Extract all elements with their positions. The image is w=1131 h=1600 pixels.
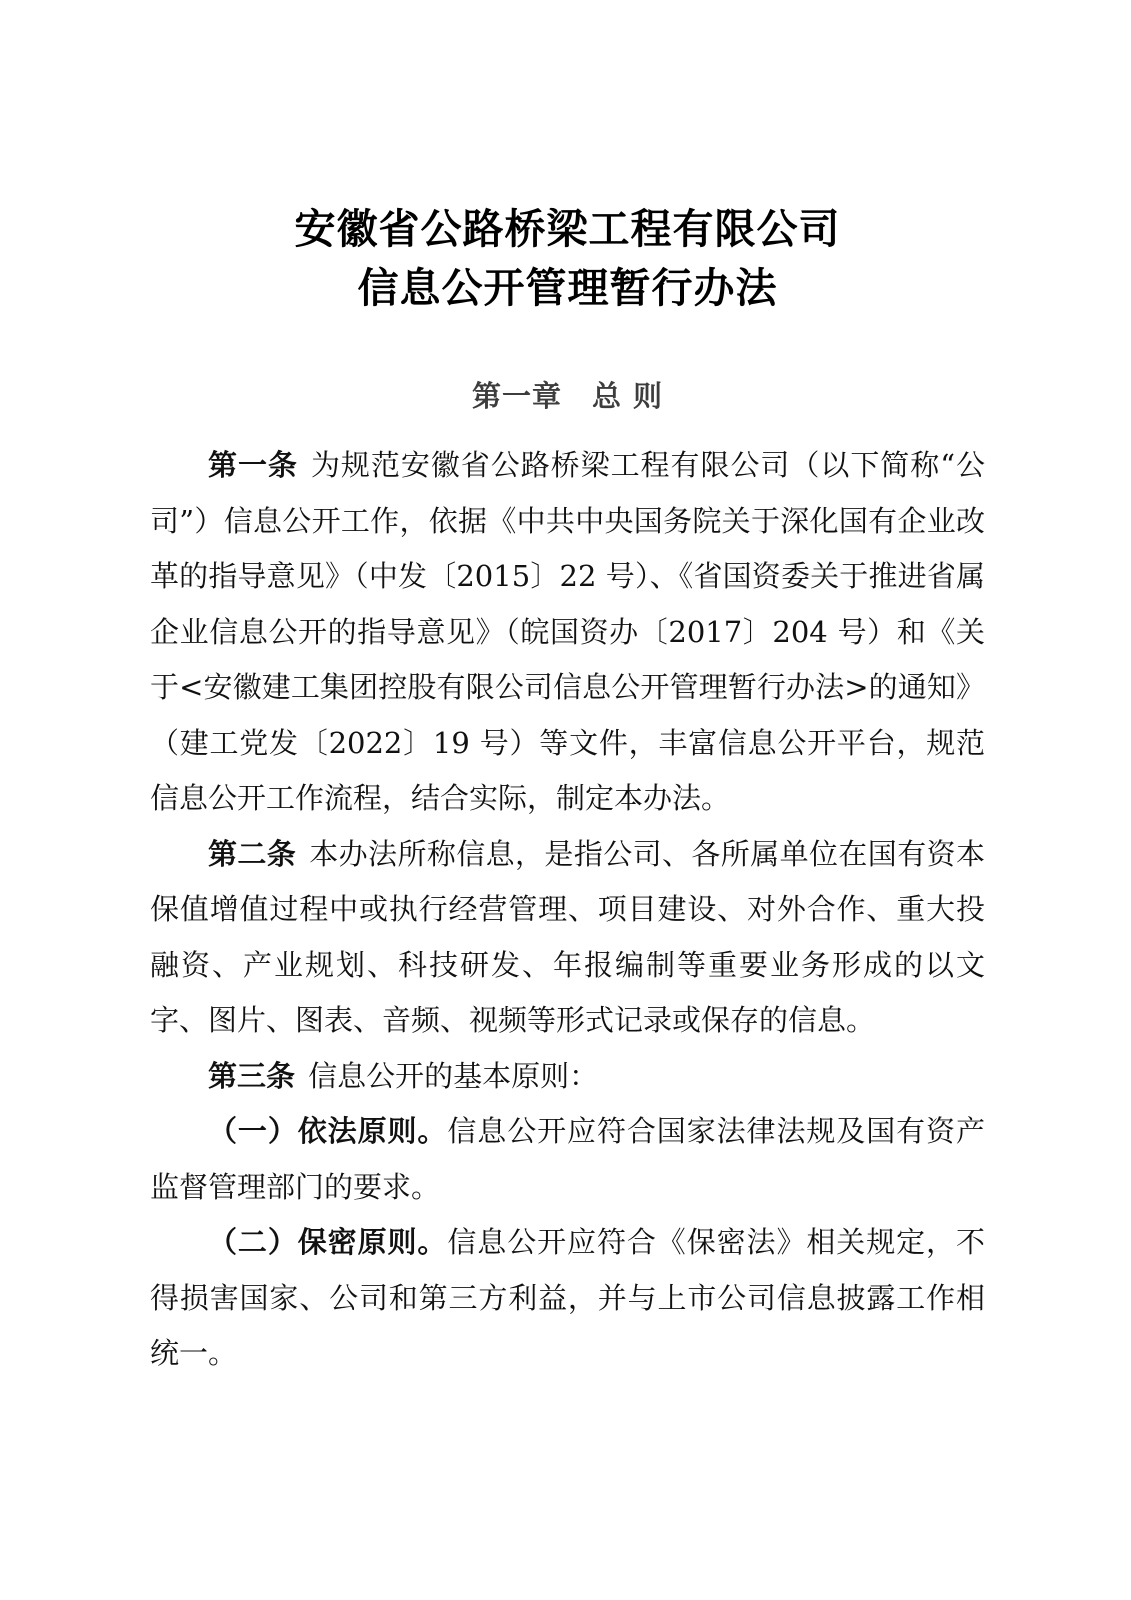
- document-title: [150, 200, 985, 318]
- paragraph-text: 为规范安徽省公路桥梁工程有限公司（以下简称“公司”）信息公开工作，依据《中共中央国务院关于深化国有企业改革的指导意见》（中发〔2015〕22 号）、《省国资委关于推进省属企业信息公开的指导意见》（皖国资办〔2017〕204 号）和《关于<安徽建工集团控股有限公司信息公开管理暂行办法>的通知》（建工党发〔2022〕19 号）等文件，丰富信息公开平台，规范信息公开工作流程，结合实际，制定本办法。: [150, 448, 985, 815]
- title-line-1: 安徽省公路桥梁工程有限公司: [294, 205, 841, 253]
- paragraph-lead: 第二条: [208, 836, 297, 871]
- chapter-heading: 第一章 总 则: [471, 379, 664, 413]
- paragraph: [150, 827, 985, 1049]
- paragraph-text: 信息公开的基本原则：: [308, 1058, 599, 1093]
- paragraph-lead: 第三条: [208, 1058, 296, 1093]
- paragraph-text: 信息公开应符合国家法律法规及国有资产监督管理部门的要求。: [150, 1114, 985, 1204]
- paragraph-lead: （一）依法原则。: [208, 1114, 448, 1148]
- paragraph: [150, 1215, 985, 1382]
- paragraph: [150, 438, 985, 827]
- paragraph-text: 本办法所称信息，是指公司、各所属单位在国有资本保值增值过程中或执行经营管理、项目建设、对外合作、重大投融资、产业规划、科技研发、年报编制等重要业务形成的以文字、图片、图表、音频、视频等形式记录或保存的信息。: [150, 836, 985, 1037]
- paragraph: [150, 1049, 985, 1105]
- paragraph-text: 信息公开应符合《保密法》相关规定，不得损害国家、公司和第三方利益，并与上市公司信息披露工作相统一。: [150, 1225, 985, 1370]
- title-line-2: 信息公开管理暂行办法: [357, 264, 778, 312]
- paragraph-lead: （二）保密原则。: [208, 1225, 448, 1259]
- paragraph-lead: 第一条: [208, 448, 298, 482]
- paragraph: [150, 1104, 985, 1215]
- document-body: [150, 438, 985, 1382]
